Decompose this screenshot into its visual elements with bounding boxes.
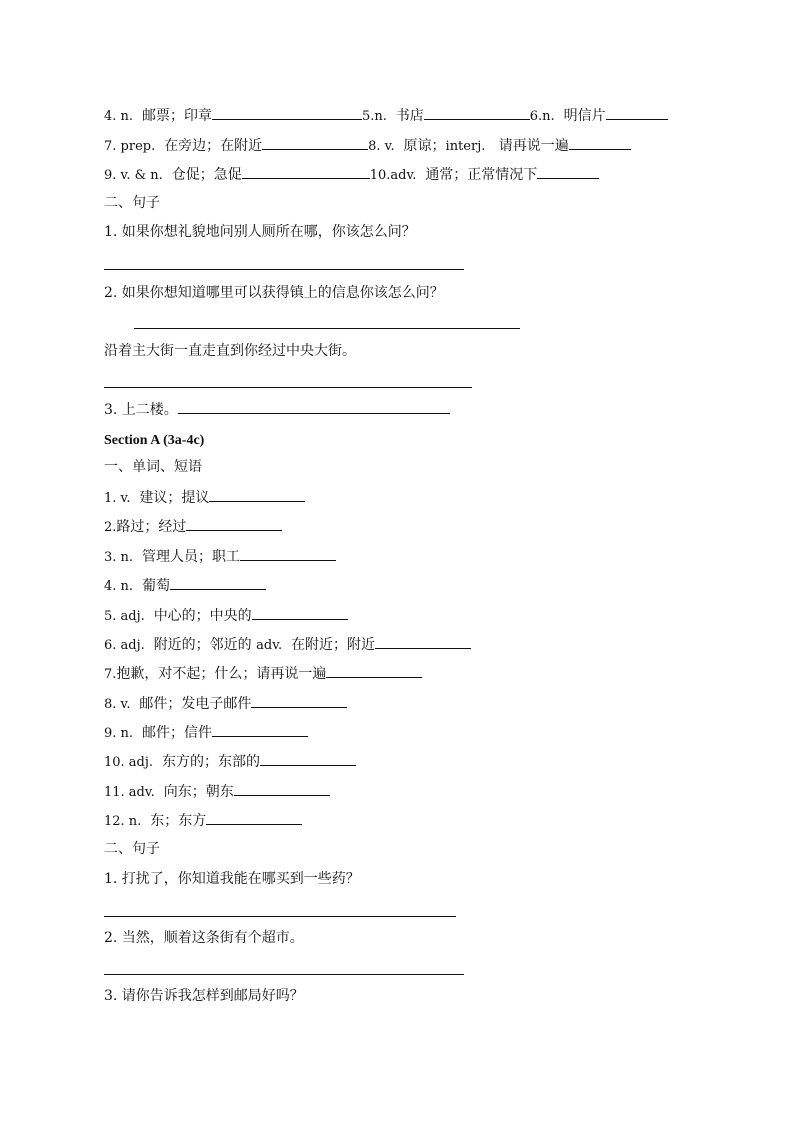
item-number: 3. n. [104,550,134,565]
vocab-item [104,780,330,802]
item-meaning: 葡萄 [141,578,170,594]
sentence-prompt: 沿着主大街一直走直到你经过中央大街。 [104,343,356,359]
answer-blank[interactable] [209,486,305,502]
item-number: 7. [104,667,117,682]
answer-blank[interactable] [242,163,370,179]
item-number: 10.adv. [369,168,417,183]
answer-blank[interactable] [234,780,330,796]
answer-blank[interactable] [212,104,362,120]
item-meaning: 请再说一遍 [498,138,569,154]
item-meaning: 建议；提议 [139,490,210,506]
vocab-row-7-8 [104,134,631,156]
item-pos: interj. [445,139,486,154]
answer-blank[interactable] [537,163,599,179]
item-meaning: 中心的；中央的 [153,608,252,624]
item-meaning: 附近的；邻近的 [153,637,252,653]
answer-line[interactable] [104,269,464,270]
item-meaning: 书店 [395,108,424,124]
vocab-row-9-10 [104,163,599,185]
item-meaning: 明信片 [563,108,606,124]
item-number: 2. [104,520,117,535]
section-heading: 二、句子 [104,841,160,857]
item-meaning: 在附近；附近 [291,637,376,653]
item-meaning: 向东；朝东 [163,784,234,800]
answer-blank[interactable] [170,574,266,590]
answer-blank[interactable] [251,692,347,708]
vocab-item [104,692,347,714]
answer-blank[interactable] [375,633,471,649]
vocab-item [104,515,282,537]
item-number: 8. v. [104,697,131,712]
answer-blank[interactable] [260,750,356,766]
item-number: 4. n. [104,109,134,124]
item-number: 6. adj. [104,638,145,653]
item-meaning: 邮票；印章 [141,108,212,124]
item-meaning: 原谅； [403,138,446,154]
sentence-prompt: 1. 打扰了，你知道我能在哪买到一些药？ [104,871,360,887]
item-number: 6.n. [529,109,555,124]
answer-blank[interactable] [326,662,422,678]
answer-blank[interactable] [206,809,302,825]
item-number: 7. prep. [104,139,156,154]
item-meaning: 管理人员；职工 [141,549,240,565]
item-meaning: 邮件；信件 [141,725,212,741]
item-number: 4. n. [104,579,134,594]
item-meaning: 东方的；东部的 [161,754,260,770]
answer-line[interactable] [134,328,520,329]
answer-blank[interactable] [186,515,282,531]
item-number: 12. n. [104,814,142,829]
section-heading: 二、句子 [104,195,160,211]
sentence-prompt: 3. 请你告诉我怎样到邮局好吗？ [104,988,304,1004]
answer-blank[interactable] [240,545,336,561]
vocab-item [104,721,308,743]
vocab-item [104,486,305,508]
item-number: 9. n. [104,726,134,741]
item-meaning: 在旁边；在附近 [164,138,263,154]
answer-line[interactable] [104,974,464,975]
sentence-prompt: 2. 当然，顺着这条街有个超市。 [104,930,304,946]
sentence-prompt: 3. 上二楼。 [104,402,178,418]
answer-blank[interactable] [212,721,308,737]
sentence-prompt: 2. 如果你想知道哪里可以获得镇上的信息你该怎么问？ [104,285,444,301]
item-number: 1. v. [104,491,131,506]
sentence-prompt-row [104,398,450,420]
item-meaning: 抱歉，对不起；什么；请再说一遍 [116,666,327,682]
item-pos: adv. [256,638,283,653]
answer-blank[interactable] [569,134,631,150]
answer-blank[interactable] [178,398,450,414]
item-meaning: 路过；经过 [116,519,187,535]
section-heading: 一、单词、短语 [104,459,202,475]
item-number: 10. adj. [104,755,154,770]
vocab-item [104,633,471,655]
vocab-row-4-6 [104,104,668,126]
vocab-item [104,662,422,684]
sentence-prompt: 1. 如果你想礼貌地问别人厕所在哪，你该怎么问？ [104,224,416,240]
item-meaning: 通常；正常情况下 [425,167,538,183]
item-number: 5. adj. [104,609,145,624]
item-number: 9. v. & n. [104,168,163,183]
item-meaning: 邮件；发电子邮件 [139,696,252,712]
vocab-item [104,809,302,831]
answer-blank[interactable] [606,104,668,120]
vocab-item [104,604,348,626]
section-title: Section A (3a-4c) [104,433,205,448]
vocab-item [104,545,336,567]
item-number: 8. v. [368,139,395,154]
item-number: 5.n. [361,109,387,124]
item-number: 11. adv. [104,785,155,800]
item-meaning: 东；东方 [150,813,207,829]
answer-blank[interactable] [262,134,368,150]
vocab-item [104,574,266,596]
answer-line[interactable] [104,916,456,917]
item-meaning: 仓促；急促 [171,167,242,183]
answer-blank[interactable] [252,604,348,620]
answer-blank[interactable] [424,104,530,120]
answer-line[interactable] [104,387,472,388]
vocab-item [104,750,356,772]
